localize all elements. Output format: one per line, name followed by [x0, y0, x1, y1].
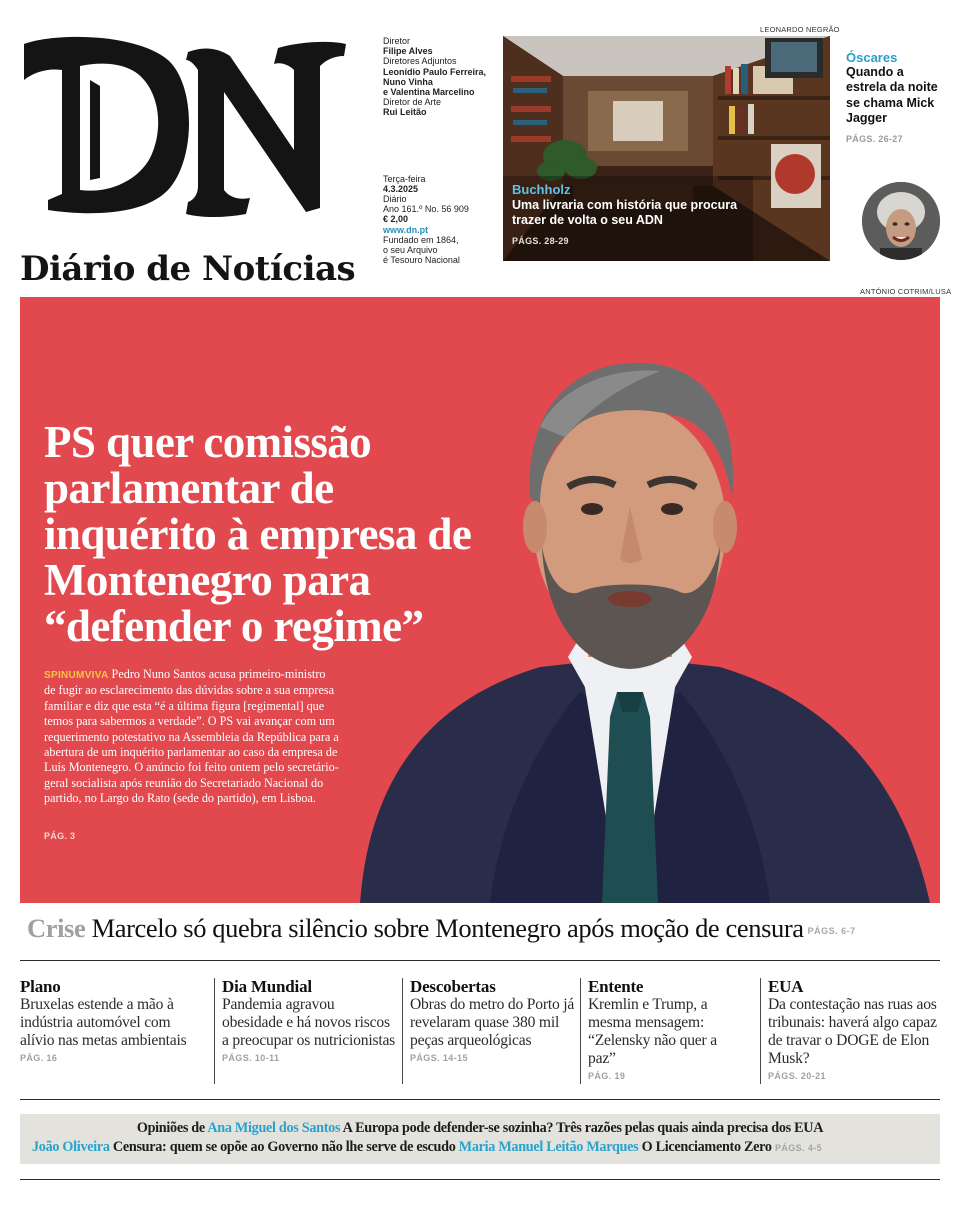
- deputy-names: e Valentina Marcelino: [383, 87, 475, 98]
- frequency: Diário: [383, 194, 407, 205]
- brief-page-ref: PÁG. 19: [588, 1071, 626, 1081]
- website-link[interactable]: www.dn.pt: [383, 224, 429, 235]
- opinion-title[interactable]: O Licenciamento Zero: [638, 1139, 775, 1155]
- opinion-author-link[interactable]: João Oliveira: [32, 1139, 110, 1155]
- art-director-name: Rui Leitão: [383, 107, 427, 118]
- portrait-photo: [862, 182, 940, 260]
- brief-story[interactable]: [222, 977, 397, 1063]
- opinion-title[interactable]: Censura: quem se opõe ao Governo não lhe serve de escudo: [109, 1139, 459, 1155]
- dn-monogram-logo: [18, 30, 348, 220]
- side-story-headline[interactable]: Quando a estrela da noite se chama Mick Jagger: [846, 65, 938, 125]
- wordmark-logo-text: Diário de Notícias: [20, 249, 356, 289]
- brief-page-ref: PÁG. 16: [20, 1053, 58, 1063]
- brief-kicker: Plano: [20, 977, 61, 996]
- column-divider: [402, 978, 403, 1084]
- section-divider: [20, 1099, 940, 1100]
- director-label: Diretor: [383, 36, 411, 46]
- deputy-names: Nuno Vinha: [383, 76, 433, 87]
- lead-tag: SPINUMVIVA: [44, 670, 109, 681]
- brief-story[interactable]: [20, 977, 200, 1063]
- brief-page-ref: PÁGS. 14-15: [410, 1053, 468, 1063]
- deputy-names: Leonídio Paulo Ferreira,: [383, 66, 487, 77]
- brief-kicker: Entente: [588, 977, 644, 996]
- brief-story[interactable]: [768, 977, 940, 1081]
- brief-page-ref: PÁGS. 20-21: [768, 1071, 826, 1081]
- bookshop-promo[interactable]: [503, 36, 830, 261]
- brief-headline[interactable]: Kremlin e Trump, a mesma mensagem: “Zelensky não quer a paz”: [588, 996, 717, 1067]
- brief-story[interactable]: [410, 977, 575, 1063]
- brief-story[interactable]: [588, 977, 748, 1081]
- deputy-label: Diretores Adjuntos: [383, 56, 457, 67]
- column-divider: [214, 978, 215, 1084]
- section-divider: [20, 1179, 940, 1180]
- archive-note: é Tesouro Nacional: [383, 255, 460, 266]
- brief-kicker: Descobertas: [410, 977, 496, 996]
- promo-headline[interactable]: Uma livraria com história que procura trazer de volta o seu ADN: [512, 198, 738, 227]
- masthead-info: [383, 36, 498, 265]
- lead-standfirst-text: Pedro Nuno Santos acusa primeiro-ministro de fugir ao esclarecimento das dúvidas sobre a sua empresa familiar e diz que esta “é a última figura [regimental] que temos para sabermos a verdade”. O PS vai avançar com um requerimento potestativo na Assembleia da República para a abertura de um inquérito parlamentar ao caso da empresa de Luís Montenegro. O anúncio foi feito ontem pelo secretário-geral socialista após reunião do Secretariado Nacional do partido, no Largo do Rato (sede do partido), em Lisboa.: [44, 667, 339, 806]
- side-story-kicker: Óscares: [846, 50, 898, 65]
- opinions-label: Opiniões de: [136, 1120, 208, 1136]
- column-divider: [760, 978, 761, 1084]
- opinions-line: [32, 1139, 822, 1156]
- strap-page-ref: PÁGS. 6-7: [807, 925, 856, 936]
- opinions-line: [20, 1120, 940, 1137]
- side-story-page-ref: PÁGS. 26-27: [846, 134, 903, 145]
- price: € 2,00: [383, 214, 409, 225]
- strap-headline[interactable]: Marcelo só quebra silêncio sobre Montenegro após moção de censura: [85, 913, 804, 943]
- section-divider: [20, 960, 940, 961]
- edition-number: Ano 161.º No. 56 909: [383, 204, 469, 215]
- oscars-story[interactable]: [846, 50, 946, 144]
- brief-page-ref: PÁGS. 10-11: [222, 1053, 280, 1063]
- weekday: Terça-feira: [383, 173, 426, 184]
- opinions-band: [20, 1114, 940, 1164]
- photo-credit: LEONARDO NEGRÃO: [760, 25, 840, 34]
- promo-kicker: Buchholz: [512, 182, 571, 197]
- brief-headline[interactable]: Pandemia agravou obesidade e há novos riscos a preocupar os nutricionistas: [222, 996, 396, 1049]
- brief-headline[interactable]: Obras do metro do Porto já revelaram quase 380 mil peças arqueológicas: [410, 996, 575, 1049]
- brief-kicker: Dia Mundial: [222, 977, 312, 996]
- portrait-thumbnail: [862, 182, 940, 260]
- brief-headline[interactable]: Da contestação nas ruas aos tribunais: haverá algo capaz de travar o DOGE de Elon Musk?: [768, 996, 937, 1067]
- lead-page-ref: PÁG. 3: [44, 831, 76, 841]
- crise-strap[interactable]: [27, 911, 947, 948]
- opinion-title[interactable]: A Europa pode defender-se sozinha? Três razões pelas quais ainda precisa dos EUA: [340, 1120, 824, 1136]
- archive-note: o seu Arquivo: [383, 245, 438, 256]
- lead-story[interactable]: [20, 297, 940, 903]
- opinions-page-ref: PÁGS. 4-5: [774, 1143, 823, 1153]
- opinion-author-link[interactable]: Maria Manuel Leitão Marques: [458, 1139, 639, 1155]
- column-divider: [580, 978, 581, 1084]
- issue-date: 4.3.2025: [383, 183, 419, 194]
- lead-headline[interactable]: PS quer comissão parlamentar de inquérito à empresa de Montenegro para “defender o regime”: [44, 417, 472, 651]
- brief-headline[interactable]: Bruxelas estende a mão à indústria automóvel com alívio nas metas ambientais: [20, 996, 187, 1049]
- photo-credit: ANTÓNIO COTRIM/LUSA: [860, 287, 952, 296]
- art-director-label: Diretor de Arte: [383, 97, 442, 108]
- lead-standfirst: [44, 667, 340, 807]
- founded-note: Fundado em 1864,: [383, 234, 459, 245]
- opinion-author-link[interactable]: Ana Miguel dos Santos: [207, 1120, 341, 1136]
- director-name: Filipe Alves: [383, 46, 433, 57]
- promo-page-ref: PÁGS. 28-29: [512, 236, 569, 246]
- strap-kicker: Crise: [27, 913, 86, 943]
- brief-kicker: EUA: [768, 977, 804, 996]
- newspaper-logo[interactable]: [18, 30, 356, 289]
